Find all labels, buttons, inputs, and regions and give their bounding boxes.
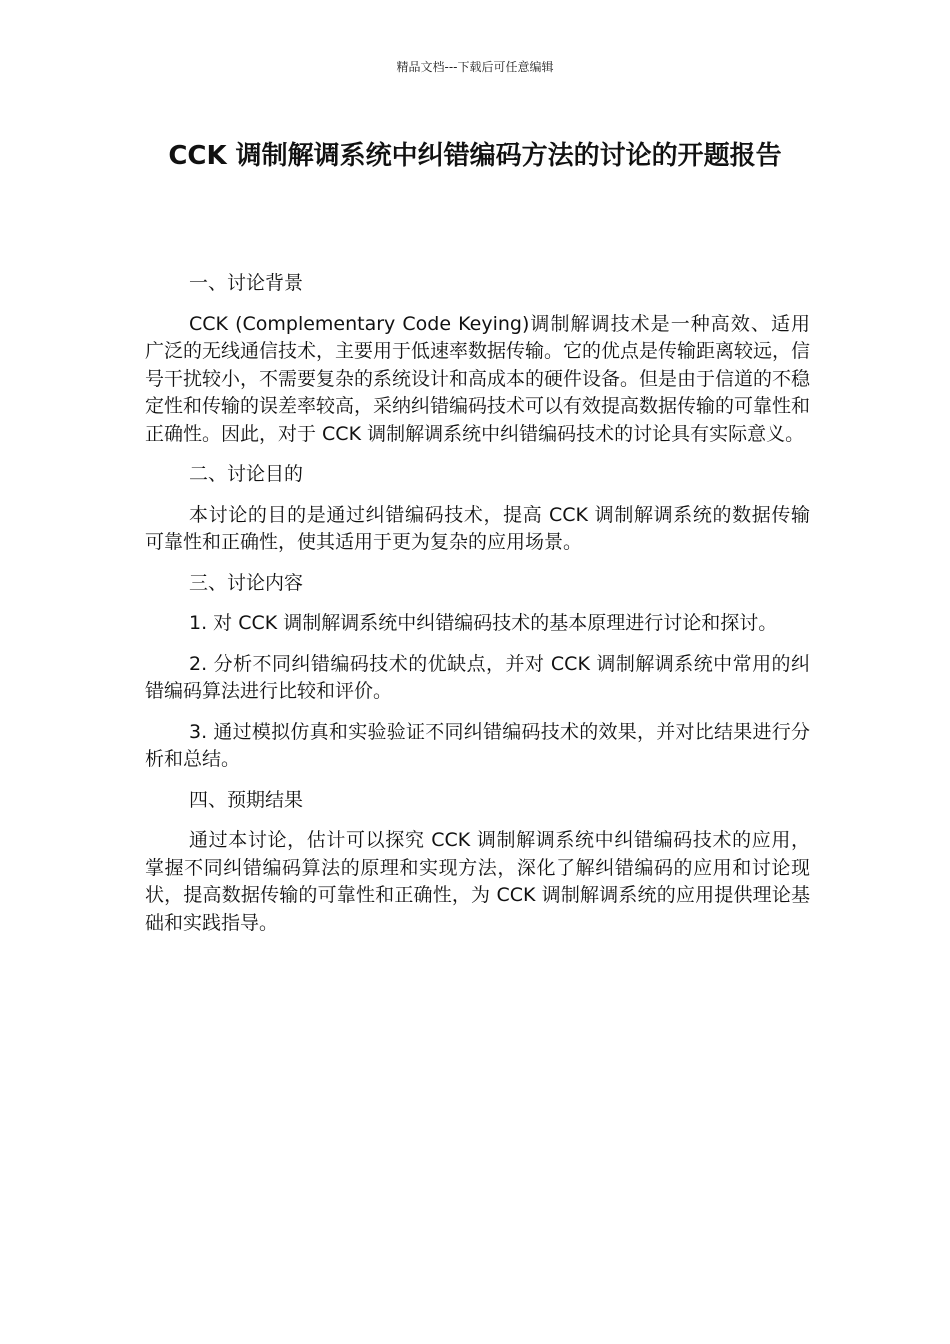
document-title: CCK 调制解调系统中纠错编码方法的讨论的开题报告	[168, 141, 782, 171]
header-note: 精品文档---下载后可任意编辑	[396, 60, 554, 74]
document-body	[145, 270, 810, 950]
section-heading-background: 一、讨论背景	[189, 272, 304, 294]
background-paragraph: CCK (Complementary Code Keying)调制解调技术是一种高效、适用广泛的无线通信技术，主要用于低速率数据传输。它的优点是传输距离较远，信号干扰较小，不需要复杂的系统设计和高成本的硬件设备。但是由于信道的不稳定性和传输的误差率较高，采纳纠错编码技术可以有效提高数据传输的可靠性和正确性。因此，对于 CCK 调制解调系统中纠错编码技术的讨论具有实际意义。	[145, 312, 811, 445]
section-heading-content: 三、讨论内容	[189, 571, 304, 594]
section-heading-expected-results: 四、预期结果	[189, 788, 304, 811]
content-item-2: 2. 分析不同纠错编码技术的优缺点，并对 CCK 调制解调系统中常用的纠错编码算法进行比较和评价。	[145, 652, 810, 702]
purpose-paragraph: 本讨论的目的是通过纠错编码技术，提高 CCK 调制解调系统的数据传输可靠性和正确性，使其适用于更为复杂的应用场景。	[145, 503, 810, 553]
section-heading-purpose: 二、讨论目的	[189, 463, 304, 485]
content-item-1: 1. 对 CCK 调制解调系统中纠错编码技术的基本原理进行讨论和探讨。	[189, 612, 778, 634]
content-item-3: 3. 通过模拟仿真和实验验证不同纠错编码技术的效果，并对比结果进行分析和总结。	[145, 720, 810, 770]
expected-results-paragraph: 通过本讨论，估计可以探究 CCK 调制解调系统中纠错编码技术的应用，掌握不同纠错编码算法的原理和实现方法，深化了解纠错编码的应用和讨论现状，提高数据传输的可靠性和正确性，为 CCK 调制解调系统的应用提供理论基础和实践指导。	[145, 829, 810, 934]
